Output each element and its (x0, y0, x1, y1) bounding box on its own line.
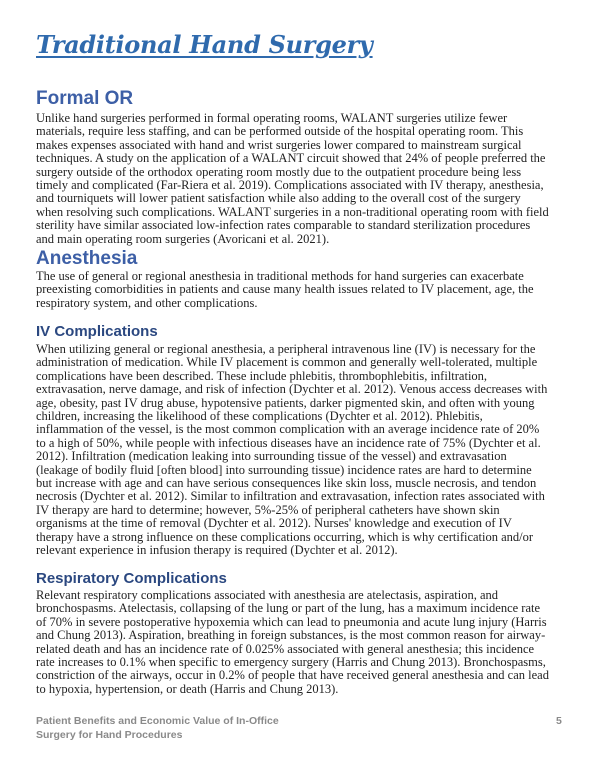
text-line: therapy have a strong influence on these complications occurring, which is why certification and/or (36, 529, 534, 544)
paragraph-respiratory-complications (36, 589, 576, 696)
text-line: relevant experience in infusion therapy is required (Dychter et al. 2012). (36, 543, 398, 558)
text-line: techniques. A study on the application of a WALANT circuit showed that 24% of people preferred the (36, 151, 546, 166)
text-line: of 70% in severe postoperative hypoxemia which can lead to pneumonia and acute lung injury (Harris (36, 614, 547, 629)
text-line: (leakage of bodily fluid [often blood] into surrounding tissue) incidence rates are hard to determine (36, 462, 532, 477)
text-line: extravasation, nerve damage, and risk of infection (Dychter et al. 2012). Venous access decreases with (36, 382, 548, 397)
text-line: bronchospasms. Atelectasis, collapsing of the lung or part of the lung, has a maximum incidence rate (36, 601, 541, 616)
page-number: 5 (556, 715, 562, 727)
text-line: timely and complicated (Far-Riera et al. 2019). Complications associated with IV therapy, anesthesia, (36, 178, 544, 193)
page-title: Traditional Hand Surgery (36, 30, 373, 59)
text-line: and main operating room surgeries (Avoricani et al. 2021). (36, 231, 330, 246)
text-line: preexisting comorbidities in patients and cause many health issues related to IV placement, age, the (36, 282, 534, 297)
paragraph-anesthesia (36, 270, 576, 310)
text-line: to a high of 50%, while people with infectious diseases have an incidence rate of 75% (Dychter et al. (36, 435, 541, 450)
text-line: When utilizing general or regional anesthesia, a peripheral intravenous line (IV) is necessary for the (36, 342, 536, 356)
text-line: Relevant respiratory complications associated with anesthesia are atelectasis, aspiration, and (36, 588, 498, 602)
text-line: constriction of the airways, occur in 0.2% of people that have received general anesthesia and can lead (36, 668, 549, 683)
text-line: necrosis (Dychter et al. 2012). Similar to infiltration and extravasation, infection rates associated with (36, 489, 545, 504)
footer-document-title (36, 714, 516, 742)
heading-anesthesia: Anesthesia (36, 248, 138, 269)
text-line: related death and has an incidence rate of 0.025% associated with general anesthesia; this incidence (36, 641, 535, 656)
text-line: Unlike hand surgeries performed in formal operating rooms, WALANT surgeries utilize fewer (36, 111, 508, 125)
text-line: makes expenses associated with hand and wrist surgeries lower compared to mainstream surgical (36, 137, 522, 152)
paragraph-formal-or (36, 112, 576, 246)
text-line: sterility have similar associated low-infection rates comparable to standard sterilization procedures (36, 218, 531, 233)
text-line: 2012). Infiltration (medication leaking into surrounding tissue of the vessel) and extravasation (36, 449, 507, 464)
text-line: organisms at the time of removal (Dychter et al. 2012). Nurses' knowledge and execution of IV (36, 516, 512, 531)
heading-iv-complications: IV Complications (36, 323, 158, 340)
text-line: administration of medication. While IV placement is common and generally well-tolerated, multiple (36, 355, 538, 370)
text-line: inflammation of the vessel, is the most common complication with an average incidence rate of 20% (36, 422, 540, 437)
text-line: materials, require less staffing, and can be performed outside of the hospital operating room. This (36, 124, 524, 139)
text-line: and tourniquets will lower patient satisfaction while also adding to the overall cost of the surgery (36, 191, 521, 206)
heading-respiratory-complications: Respiratory Complications (36, 570, 227, 587)
text-line: but increase with age and can have serious consequences like skin loss, muscle necrosis, and tendon (36, 476, 537, 491)
text-line: and Chung 2013). Aspiration, breathing in foreign substances, is the most common reason for airway- (36, 628, 546, 643)
text-line: The use of general or regional anesthesia in traditional methods for hand surgeries can exacerbate (36, 269, 524, 283)
text-line: complications have been described. These include phlebitis, thrombophlebitis, infiltration, (36, 368, 488, 383)
text-line: children, increasing the likelihood of these complications (Dychter et al. 2012). Phlebitis, (36, 409, 483, 424)
text-line: respiratory system, and other complications. (36, 295, 258, 310)
heading-formal-or: Formal OR (36, 88, 134, 109)
footer-line-1: Patient Benefits and Economic Value of In-Office (36, 715, 279, 727)
text-line: when resolving such complications. WALANT surgeries in a non-traditional operating room with field (36, 204, 549, 219)
text-line: surgery outside of the orthodox operating room mostly due to the outpatient procedure being less (36, 164, 522, 179)
text-line: rate increases to 0.1% when specific to emergency surgery (Harris and Chung 2013). Bronchospasms, (36, 655, 546, 670)
text-line: to hypoxia, hypertension, or death (Harris and Chung 2013). (36, 681, 339, 696)
paragraph-iv-complications (36, 343, 576, 558)
text-line: age, obesity, past IV drug abuse, hypotensive patients, darker pigmented skin, and often with young (36, 395, 535, 410)
footer-line-2: Surgery for Hand Procedures (36, 729, 183, 741)
text-line: IV therapy are hard to determine; however, 5%-25% of peripheral catheters have shown skin (36, 502, 500, 517)
